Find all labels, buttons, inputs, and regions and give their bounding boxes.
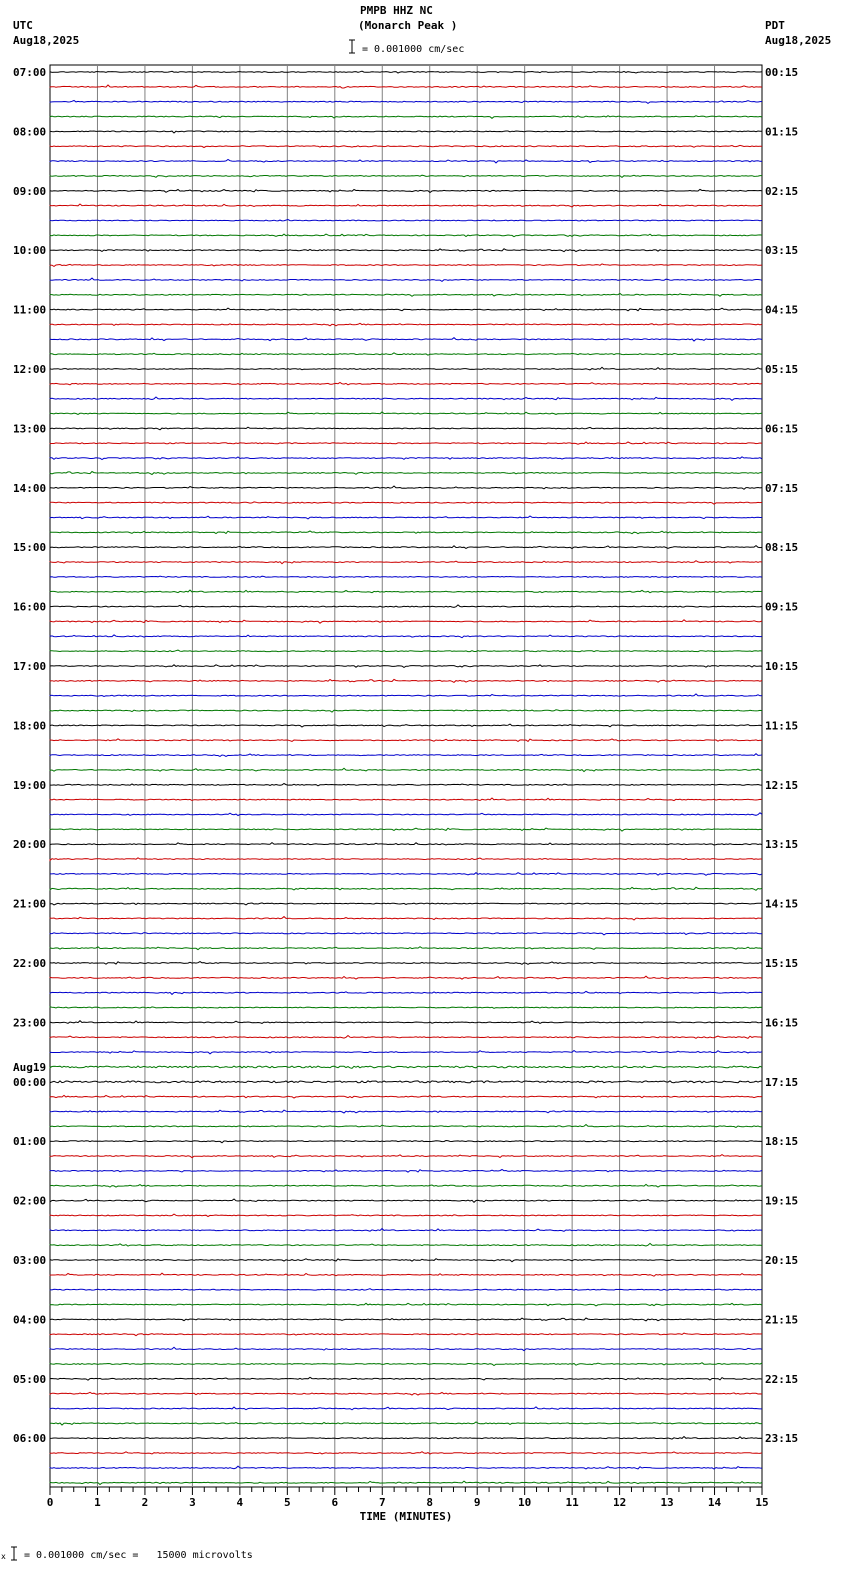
seismic-trace xyxy=(50,903,762,905)
seismic-trace xyxy=(50,294,762,297)
utc-hour-label: 19:00 xyxy=(13,778,47,792)
seismic-trace xyxy=(50,754,762,757)
utc-hour-label: 08:00 xyxy=(13,125,47,139)
scale-bar-icon xyxy=(349,40,355,53)
x-tick-label: 14 xyxy=(707,1496,722,1509)
pdt-hour-label: 04:15 xyxy=(765,303,799,317)
seismic-trace xyxy=(50,1214,762,1216)
footer-scale-label: = 0.001000 cm/sec = 15000 microvolts xyxy=(24,1550,253,1561)
seismic-trace xyxy=(50,234,762,237)
seismic-trace xyxy=(50,412,762,415)
utc-hour-label: 16:00 xyxy=(13,600,47,614)
pdt-hour-label: 20:15 xyxy=(765,1254,799,1267)
seismic-trace xyxy=(50,1007,762,1009)
seismic-trace xyxy=(50,1347,762,1350)
location-title: (Monarch Peak ) xyxy=(358,19,458,32)
seismic-trace xyxy=(50,427,762,430)
scale-bar-icon xyxy=(11,1547,17,1560)
seismic-trace xyxy=(50,367,762,370)
x-tick-label: 3 xyxy=(189,1496,196,1509)
x-tick-label: 11 xyxy=(565,1496,579,1509)
seismic-trace xyxy=(50,1125,762,1128)
seismic-trace xyxy=(50,397,762,400)
seismic-trace xyxy=(50,1170,762,1173)
seismic-trace xyxy=(50,798,762,801)
x-tick-label: 6 xyxy=(331,1496,339,1509)
seismic-trace xyxy=(50,278,762,281)
seismic-trace xyxy=(50,1155,762,1158)
x-tick-label: 8 xyxy=(426,1496,434,1509)
x-tick-label: 12 xyxy=(612,1496,627,1509)
pdt-hour-label: 17:15 xyxy=(765,1075,799,1089)
x-tick-label: 4 xyxy=(236,1496,244,1509)
seismic-trace xyxy=(50,264,762,267)
seismic-trace xyxy=(50,1273,762,1276)
left-date: Aug18,2025 xyxy=(13,34,80,47)
pdt-hour-label: 22:15 xyxy=(765,1372,799,1386)
pdt-hour-label: 11:15 xyxy=(765,719,799,733)
seismic-trace xyxy=(50,962,762,965)
pdt-hour-label: 09:15 xyxy=(765,600,799,614)
seismic-trace xyxy=(50,116,762,119)
seismic-trace xyxy=(50,1199,762,1202)
seismic-trace xyxy=(50,516,762,519)
right-date: Aug18,2025 xyxy=(765,34,832,47)
utc-hour-label: 15:00 xyxy=(13,541,47,555)
seismic-trace xyxy=(50,1422,762,1425)
utc-hour-label: 22:00 xyxy=(13,957,47,970)
pdt-hour-label: 08:15 xyxy=(765,541,799,555)
seismic-trace xyxy=(50,101,762,104)
pdt-hour-label: 15:15 xyxy=(765,957,799,970)
seismic-trace xyxy=(50,947,762,950)
station-title: PMPB HHZ NC xyxy=(360,4,433,17)
x-tick-label: 0 xyxy=(46,1496,54,1509)
seismic-trace xyxy=(50,1051,762,1054)
seismic-trace xyxy=(50,1243,762,1246)
utc-hour-label: 02:00 xyxy=(13,1194,47,1208)
pdt-hour-label: 18:15 xyxy=(765,1135,799,1149)
utc-hour-label: 14:00 xyxy=(13,481,47,495)
seismic-trace xyxy=(50,220,762,221)
seismic-trace xyxy=(50,724,762,727)
utc-hour-label: 18:00 xyxy=(13,719,47,733)
seismic-trace xyxy=(50,561,762,564)
seismic-trace xyxy=(50,828,762,831)
date-change-label: Aug19 xyxy=(13,1060,47,1074)
seismic-trace xyxy=(50,1110,762,1113)
utc-hour-label: 17:00 xyxy=(13,660,47,673)
seismic-trace xyxy=(50,353,762,355)
utc-hour-label: 12:00 xyxy=(13,363,47,376)
seismic-trace xyxy=(50,502,762,504)
pdt-hour-label: 23:15 xyxy=(765,1432,799,1446)
pdt-hour-label: 10:15 xyxy=(765,660,799,673)
seismic-trace xyxy=(50,710,762,712)
pdt-hour-label: 03:15 xyxy=(765,244,799,258)
seismic-trace xyxy=(50,1303,762,1306)
utc-hour-label: 20:00 xyxy=(13,838,47,852)
seismic-trace xyxy=(50,694,762,697)
seismic-trace xyxy=(50,1259,762,1262)
seismic-trace xyxy=(50,85,762,88)
seismic-trace xyxy=(50,1095,762,1098)
utc-hour-label: 21:00 xyxy=(13,897,47,911)
seismic-trace xyxy=(50,1229,762,1232)
pdt-hour-label: 13:15 xyxy=(765,838,799,852)
seismic-trace xyxy=(50,383,762,385)
seismic-trace xyxy=(50,1392,762,1395)
seismic-trace xyxy=(50,873,762,876)
seismic-trace xyxy=(50,1481,762,1484)
utc-hour-label: 04:00 xyxy=(13,1313,47,1327)
seismic-trace xyxy=(50,1021,762,1024)
seismic-trace xyxy=(50,1036,762,1039)
utc-hour-label: 01:00 xyxy=(13,1135,47,1149)
seismic-trace xyxy=(50,650,762,652)
seismic-trace xyxy=(50,338,762,341)
seismic-trace xyxy=(50,1466,762,1469)
x-tick-label: 7 xyxy=(378,1496,386,1509)
seismic-trace xyxy=(50,1081,762,1083)
x-axis-title: TIME (MINUTES) xyxy=(359,1510,453,1523)
seismic-trace xyxy=(50,175,762,177)
seismic-trace xyxy=(50,160,762,163)
seismic-trace xyxy=(50,887,762,890)
seismic-trace xyxy=(50,1333,762,1336)
seismic-trace xyxy=(50,1407,762,1410)
seismic-trace xyxy=(50,605,762,608)
seismic-trace xyxy=(50,858,762,861)
right-timezone: PDT xyxy=(765,19,785,32)
seismic-trace xyxy=(50,917,762,920)
pdt-hour-label: 07:15 xyxy=(765,481,799,495)
pdt-hour-label: 16:15 xyxy=(765,1016,799,1030)
utc-hour-label: 00:00 xyxy=(13,1075,47,1089)
utc-hour-label: 06:00 xyxy=(13,1432,47,1446)
utc-hour-label: 10:00 xyxy=(13,244,47,258)
plot-frame xyxy=(50,65,762,1487)
seismic-trace xyxy=(50,546,762,549)
seismic-trace xyxy=(50,131,762,133)
utc-hour-label: 13:00 xyxy=(13,422,47,436)
seismic-trace xyxy=(50,249,762,252)
seismic-trace xyxy=(50,189,762,192)
utc-hour-label: 05:00 xyxy=(13,1372,47,1386)
seismic-trace xyxy=(50,323,762,326)
utc-hour-label: 23:00 xyxy=(13,1016,47,1030)
seismic-trace xyxy=(50,1141,762,1143)
seismic-trace xyxy=(50,145,762,147)
seismic-trace xyxy=(50,576,762,578)
seismic-trace xyxy=(50,665,762,668)
pdt-hour-label: 01:15 xyxy=(765,125,799,139)
seismic-trace xyxy=(50,1437,762,1440)
x-tick-label: 1 xyxy=(94,1496,101,1509)
x-tick-label: 15 xyxy=(755,1496,769,1509)
x-tick-label: 13 xyxy=(660,1496,674,1509)
seismic-trace xyxy=(50,531,762,534)
seismic-trace xyxy=(50,843,762,845)
pdt-hour-label: 05:15 xyxy=(765,363,799,376)
seismic-trace xyxy=(50,620,762,623)
seismic-trace xyxy=(50,679,762,682)
seismic-trace xyxy=(50,1318,762,1321)
seismic-trace xyxy=(50,976,762,979)
pdt-hour-label: 02:15 xyxy=(765,184,799,198)
seismic-trace xyxy=(50,204,762,207)
x-tick-label: 2 xyxy=(141,1496,149,1509)
pdt-hour-label: 12:15 xyxy=(765,778,799,792)
seismic-trace xyxy=(50,1184,762,1187)
pdt-hour-label: 06:15 xyxy=(765,422,799,436)
pdt-hour-label: 00:15 xyxy=(765,66,799,79)
pdt-hour-label: 14:15 xyxy=(765,897,799,911)
seismic-trace xyxy=(50,1289,762,1290)
pdt-hour-label: 19:15 xyxy=(765,1194,799,1208)
seismic-trace xyxy=(50,486,762,489)
utc-hour-label: 07:00 xyxy=(13,66,47,79)
scale-label: = 0.001000 cm/sec xyxy=(362,44,465,55)
utc-hour-label: 09:00 xyxy=(13,184,47,198)
seismic-trace xyxy=(50,1066,762,1069)
seismic-trace xyxy=(50,1452,762,1454)
seismic-trace xyxy=(50,991,762,994)
seismic-trace xyxy=(50,768,762,771)
seismic-trace xyxy=(50,1363,762,1366)
seismic-trace xyxy=(50,739,762,742)
x-tick-label: 5 xyxy=(284,1496,291,1509)
seismic-trace xyxy=(50,71,762,73)
left-timezone: UTC xyxy=(13,19,33,32)
seismic-trace xyxy=(50,472,762,475)
utc-hour-label: 11:00 xyxy=(13,303,47,317)
seismic-trace xyxy=(50,635,762,638)
seismic-trace xyxy=(50,1377,762,1380)
seismic-trace xyxy=(50,457,762,460)
pdt-hour-label: 21:15 xyxy=(765,1313,799,1327)
utc-hour-label: 03:00 xyxy=(13,1254,47,1267)
seismic-trace xyxy=(50,590,762,593)
seismic-trace xyxy=(50,442,762,444)
footer-marker: x xyxy=(1,1552,6,1561)
seismic-trace xyxy=(50,813,762,816)
x-tick-label: 10 xyxy=(518,1496,532,1509)
seismic-trace xyxy=(50,933,762,935)
x-tick-label: 9 xyxy=(473,1496,481,1509)
seismic-trace xyxy=(50,308,762,311)
seismic-trace xyxy=(50,784,762,786)
